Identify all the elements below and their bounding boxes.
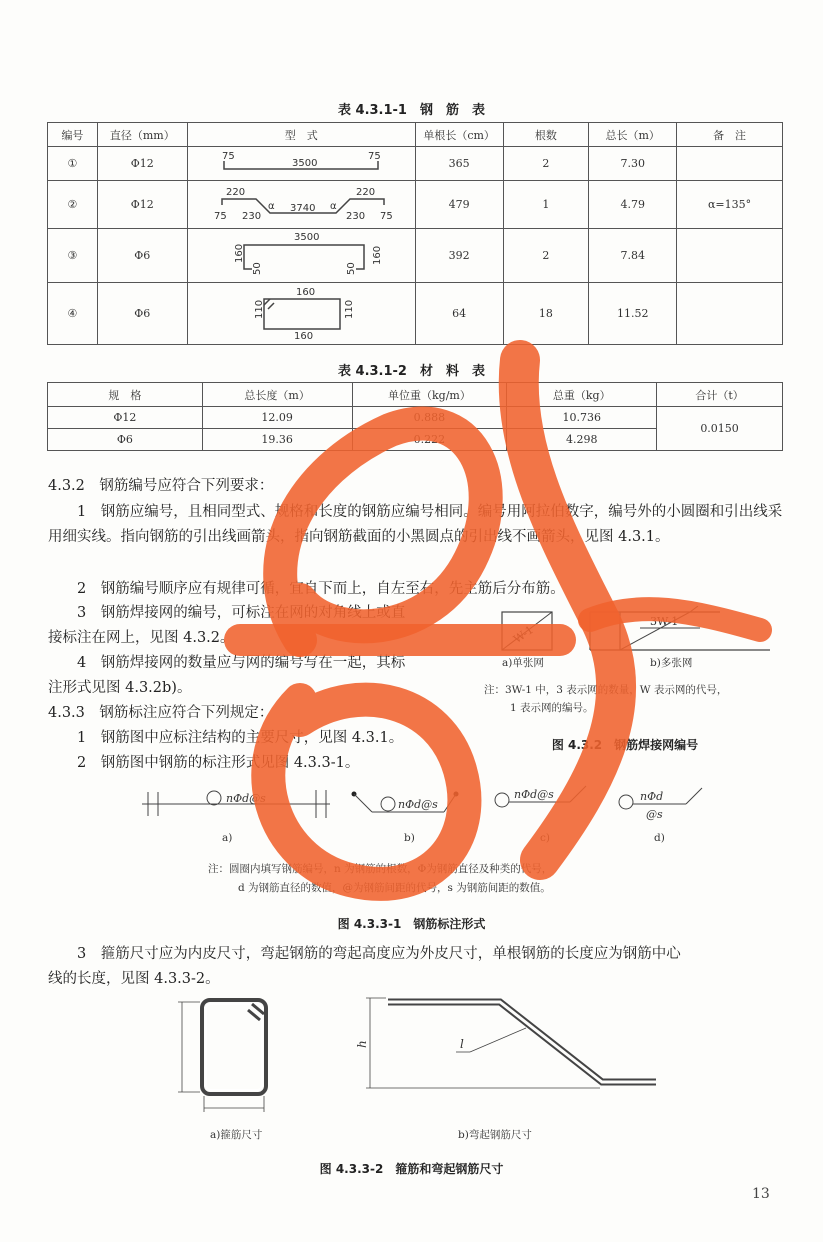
material-weight: 4.298 [507, 429, 657, 451]
length-label: l [460, 1037, 464, 1051]
notation-c: nΦd@s [514, 788, 554, 801]
header-cell: 总重（kg） [507, 383, 657, 407]
height-label: h [355, 1040, 369, 1048]
rebar-notation-figure [140, 780, 730, 830]
rebar-table [47, 122, 783, 345]
rebar-diameter: Φ12 [97, 181, 187, 229]
rebar-length: 64 [415, 283, 503, 345]
notation-label-b: b) [404, 832, 415, 844]
rebar-total: 4.79 [589, 181, 677, 229]
rebar-diameter: Φ12 [97, 147, 187, 181]
mesh-mark-b: 3W-1 [650, 615, 679, 628]
shape-label: 3740 [290, 203, 316, 214]
shape-label: 50 [252, 262, 264, 275]
fig432-caption: 图 4.3.2 钢筋焊接网编号 [551, 738, 699, 752]
fig432-label-a: a)单张网 [502, 657, 544, 669]
shape-label: 230 [346, 211, 366, 222]
section-4-3-3-item-3a: 3 箍筋尺寸应为内皮尺寸，弯起钢筋的弯起高度应为外皮尺寸，单根钢筋的长度应为钢筋中心 [77, 946, 681, 962]
notation-a: nΦd@s [226, 792, 266, 805]
section-4-3-2-item-4a: 4 钢筋焊接网的数量应与网的编号写在一起，其标 [77, 655, 406, 671]
shape-label: 110 [344, 299, 356, 319]
section-4-3-2-item-1: 1 钢筋应编号，且相同型式、规格和长度的钢筋应编号相同。编号用阿拉伯数字，编号外的小圆圈和引出线采用细实线。指向钢筋的引出线画箭头，指向钢筋截面的小黑圆点的引出线不画箭头，见图 4.3.1。 [48, 504, 783, 545]
material-weight: 10.736 [507, 407, 657, 429]
section-4-3-3-item-2: 2 钢筋图中钢筋的标注形式见图 4.3.3-1。 [77, 755, 360, 771]
notation-b: nΦd@s [398, 798, 438, 811]
table1-caption: 表 4.3.1-1 钢 筋 表 [338, 103, 485, 118]
shape-label: 75 [214, 211, 227, 222]
rebar-length: 365 [415, 147, 503, 181]
stirrup-bent-bar-figure [170, 990, 670, 1120]
header-cell: 编号 [48, 123, 98, 147]
material-total: 0.0150 [657, 407, 783, 451]
section-4-3-2-item-3b: 接标注在网上，见图 4.3.2。 [48, 630, 235, 646]
header-cell: 合计（t） [657, 383, 783, 407]
fig432-note-2: 1 表示网的编号。 [510, 702, 594, 714]
rebar-total: 7.30 [589, 147, 677, 181]
rebar-total: 11.52 [589, 283, 677, 345]
table-row [48, 147, 783, 181]
notation-label-c: c) [540, 832, 550, 844]
header-cell: 总长（m） [589, 123, 677, 147]
shape-label: 160 [296, 287, 316, 298]
rebar-count: 2 [503, 147, 589, 181]
mesh-mark-a: W-1 [511, 623, 537, 646]
section-4-3-3-item-3b: 线的长度，见图 4.3.3-2。 [48, 971, 220, 987]
rebar-total: 7.84 [589, 229, 677, 283]
rebar-shape-1-diagram [188, 147, 414, 177]
section-4-3-3-title: 4.3.3 钢筋标注应符合下列规定： [48, 705, 274, 721]
material-unit-weight: 0.222 [352, 429, 507, 451]
header-cell: 直径（mm） [97, 123, 187, 147]
shape-label: α [268, 201, 275, 212]
material-table-header [48, 383, 783, 407]
rebar-shape-2-diagram [188, 181, 414, 225]
notation-label-d: d) [654, 832, 665, 844]
header-cell: 备 注 [677, 123, 783, 147]
rebar-number: ④ [48, 283, 98, 345]
notation-d: nΦd [640, 790, 664, 803]
header-cell: 单位重（kg/m） [352, 383, 507, 407]
header-cell: 单根长（cm） [415, 123, 503, 147]
rebar-number: ② [48, 181, 98, 229]
rebar-number: ① [48, 147, 98, 181]
shape-label: 160 [372, 245, 384, 265]
rebar-note [677, 229, 783, 283]
material-spec: Φ6 [48, 429, 203, 451]
notation-label-a: a) [222, 832, 233, 844]
material-length: 12.09 [202, 407, 352, 429]
material-length: 19.36 [202, 429, 352, 451]
section-4-3-3-item-1: 1 钢筋图中应标注结构的主要尺寸，见图 4.3.1。 [77, 730, 404, 746]
table-row [48, 229, 783, 283]
shape-label: 3500 [292, 158, 318, 169]
header-cell: 规 格 [48, 383, 203, 407]
section-4-3-2-item-3a: 3 钢筋焊接网的编号，可标注在网的对角线上或直 [77, 605, 406, 621]
rebar-shape [187, 283, 415, 345]
material-table [47, 382, 783, 451]
section-4-3-2-item-2: 2 钢筋编号顺序应有规律可循，宜自下而上，自左至右，先主筋后分布筋。 [77, 581, 565, 597]
material-unit-weight: 0.888 [352, 407, 507, 429]
header-cell: 型 式 [187, 123, 415, 147]
rebar-count: 2 [503, 229, 589, 283]
rebar-note [677, 283, 783, 345]
fig4332-caption: 图 4.3.3-2 箍筋和弯起钢筋尺寸 [319, 1162, 504, 1176]
shape-label: 220 [226, 187, 246, 198]
welded-mesh-figure [490, 606, 790, 658]
rebar-table-header [48, 123, 783, 147]
fig4332-label-b: b)弯起钢筋尺寸 [458, 1129, 532, 1141]
rebar-shape-4-diagram [188, 283, 414, 341]
table-row [48, 407, 783, 429]
shape-label: 110 [254, 299, 266, 319]
shape-label: 75 [368, 151, 381, 162]
material-spec: Φ12 [48, 407, 203, 429]
rebar-shape [187, 229, 415, 283]
shape-label: 75 [222, 151, 235, 162]
rebar-shape [187, 181, 415, 229]
header-cell: 总长度（m） [202, 383, 352, 407]
fig4332-label-a: a)箍筋尺寸 [210, 1129, 263, 1141]
fig4331-caption: 图 4.3.3-1 钢筋标注形式 [337, 917, 486, 931]
shape-label: 160 [234, 243, 246, 263]
fig4331-note-2: d 为钢筋直径的数值，@为钢筋间距的代号，s 为钢筋间距的数值。 [238, 882, 551, 894]
rebar-shape-3-diagram [188, 229, 414, 279]
shape-label: α [330, 201, 337, 212]
shape-label: 50 [346, 262, 358, 275]
table-row [48, 181, 783, 229]
fig4331-note-1: 注：圆圈内填写钢筋编号，n 为钢筋的根数，Φ为钢筋直径及种类的代号， [208, 863, 553, 875]
fig432-label-b: b)多张网 [650, 657, 693, 669]
rebar-diameter: Φ6 [97, 283, 187, 345]
rebar-count: 1 [503, 181, 589, 229]
table-row [48, 283, 783, 345]
rebar-diameter: Φ6 [97, 229, 187, 283]
rebar-length: 479 [415, 181, 503, 229]
table2-caption: 表 4.3.1-2 材 料 表 [338, 364, 485, 379]
shape-label: 3500 [294, 232, 320, 243]
shape-label: 160 [294, 331, 314, 341]
header-cell: 根数 [503, 123, 589, 147]
section-4-3-2-item-4b: 注形式见图 4.3.2b)。 [48, 680, 192, 696]
notation-d-spacing: @s [646, 808, 663, 821]
shape-label: 220 [356, 187, 376, 198]
rebar-note [677, 147, 783, 181]
shape-label: 230 [242, 211, 262, 222]
shape-label: 75 [380, 211, 393, 222]
rebar-number: ③ [48, 229, 98, 283]
rebar-note: α=135° [677, 181, 783, 229]
fig432-note-1: 注：3W-1 中，3 表示网的数量，W 表示网的代号， [484, 684, 728, 696]
rebar-length: 392 [415, 229, 503, 283]
section-4-3-2-title: 4.3.2 钢筋编号应符合下列要求： [48, 478, 274, 494]
rebar-shape [187, 147, 415, 181]
page-number: 13 [752, 1186, 770, 1202]
rebar-count: 18 [503, 283, 589, 345]
